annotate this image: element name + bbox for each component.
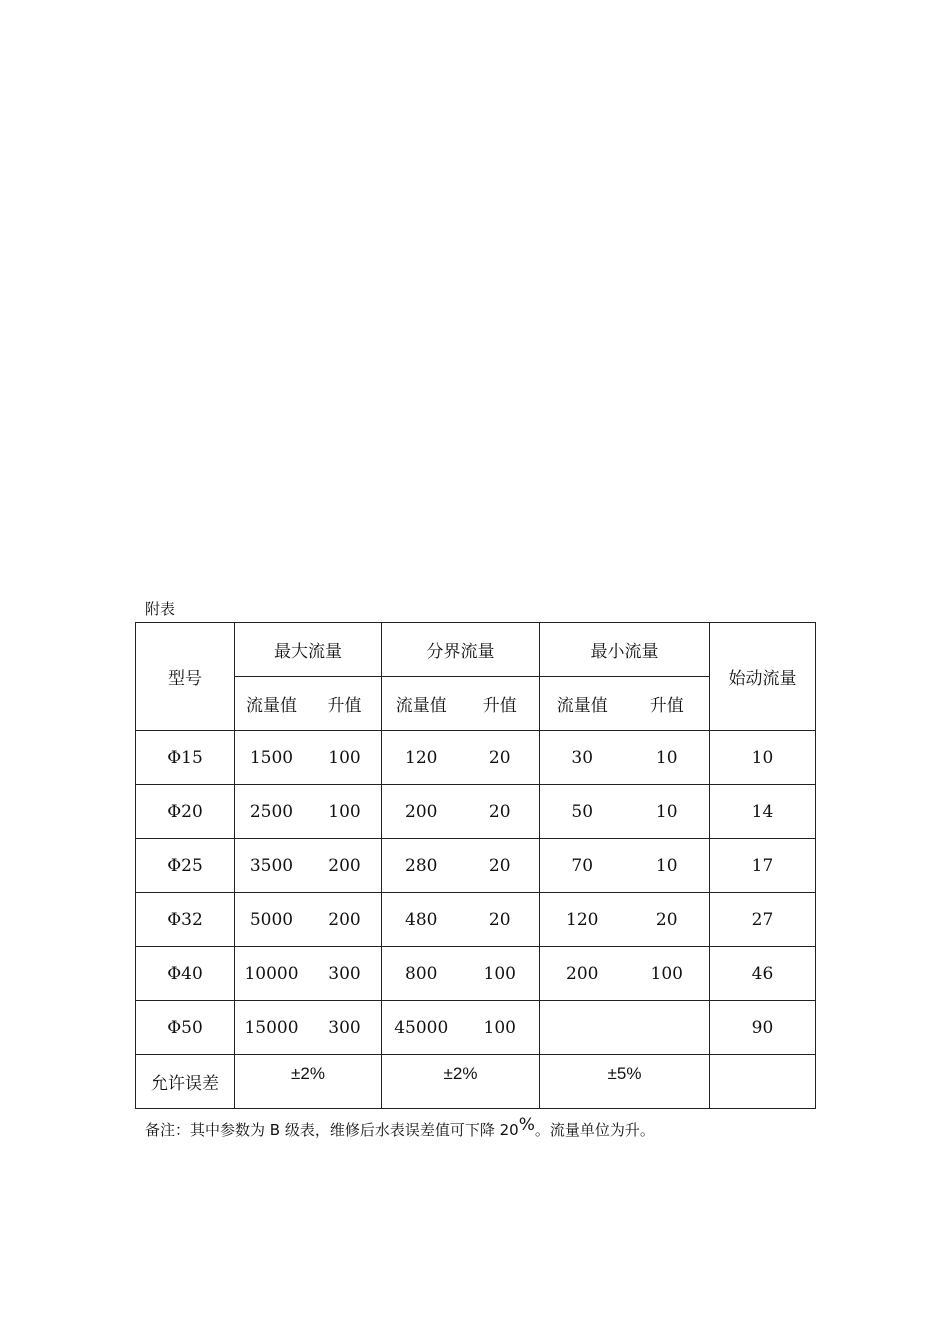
table-row xyxy=(136,731,816,785)
cell-min-flow xyxy=(540,731,710,785)
cell-min-flow xyxy=(540,839,710,893)
cell-model: Φ32 xyxy=(136,893,235,947)
cell-value: 3500 xyxy=(249,855,294,876)
cell-max-flow xyxy=(235,731,382,785)
cell-model: Φ15 xyxy=(136,731,235,785)
subheader-value: 流量值 xyxy=(395,696,447,716)
cell-value: 50 xyxy=(571,801,594,822)
cell-boundary-flow xyxy=(382,947,540,1001)
cell-boundary-flow xyxy=(382,839,540,893)
subheader-value: 流量值 xyxy=(246,696,297,716)
cell-boundary-flow xyxy=(382,785,540,839)
cell-value: 45000 xyxy=(394,1017,449,1038)
cell-start-flow: 14 xyxy=(710,785,816,839)
subheader-liter: 升值 xyxy=(482,696,517,716)
cell-liter: 300 xyxy=(328,963,361,984)
header-boundary-flow: 分界流量 xyxy=(382,623,540,677)
cell-value: 70 xyxy=(571,855,594,876)
cell-max-flow xyxy=(235,893,382,947)
cell-liter: 200 xyxy=(328,909,361,930)
cell-value: 30 xyxy=(571,747,594,768)
cell-model: Φ20 xyxy=(136,785,235,839)
cell-start-flow: 10 xyxy=(710,731,816,785)
cell-start-flow: 27 xyxy=(710,893,816,947)
cell-max-flow xyxy=(235,839,382,893)
footnote xyxy=(145,1115,655,1142)
header-start-flow: 始动流量 xyxy=(710,623,816,731)
table-row xyxy=(136,1001,816,1055)
cell-model: Φ50 xyxy=(136,1001,235,1055)
cell-value: 1500 xyxy=(249,747,294,768)
cell-start-flow: 17 xyxy=(710,839,816,893)
cell-liter: 20 xyxy=(488,801,511,822)
cell-min-flow xyxy=(540,785,710,839)
subheader-value: 流量值 xyxy=(556,696,608,716)
cell-liter: 100 xyxy=(328,801,361,822)
footnote-text-end: 。流量单位为升。 xyxy=(534,1121,655,1139)
subheader-max xyxy=(235,677,382,731)
footnote-percent: % xyxy=(518,1115,535,1135)
cell-value: 200 xyxy=(566,963,599,984)
cell-boundary-flow xyxy=(382,1001,540,1055)
cell-liter: 10 xyxy=(655,801,678,822)
cell-value: 5000 xyxy=(249,909,294,930)
table-row xyxy=(136,947,816,1001)
cell-model: Φ40 xyxy=(136,947,235,1001)
cell-value: 10000 xyxy=(244,963,299,984)
table-row xyxy=(136,785,816,839)
cell-value: 120 xyxy=(566,909,599,930)
cell-liter: 20 xyxy=(488,747,511,768)
subheader-liter: 升值 xyxy=(649,696,684,716)
cell-model: Φ25 xyxy=(136,839,235,893)
cell-boundary-flow xyxy=(382,893,540,947)
cell-start-flow: 90 xyxy=(710,1001,816,1055)
cell-liter: 100 xyxy=(328,747,361,768)
cell-liter: 20 xyxy=(488,855,511,876)
table-body xyxy=(136,623,816,1109)
subheader-liter: 升值 xyxy=(327,696,362,716)
cell-boundary-flow xyxy=(382,731,540,785)
cell-value: 15000 xyxy=(244,1017,299,1038)
cell-start-flow: 46 xyxy=(710,947,816,1001)
cell-min-flow xyxy=(540,1001,710,1055)
cell-liter: 10 xyxy=(655,747,678,768)
cell-max-flow xyxy=(235,1001,382,1055)
cell-min-flow xyxy=(540,893,710,947)
cell-value: 2500 xyxy=(249,801,294,822)
cell-liter: 100 xyxy=(483,963,516,984)
tolerance-max: ±2% xyxy=(291,1063,325,1083)
subheader-min xyxy=(540,677,710,731)
tolerance-row xyxy=(136,1055,816,1109)
subheader-boundary xyxy=(382,677,540,731)
header-max-flow: 最大流量 xyxy=(235,623,382,677)
tolerance-boundary-cell xyxy=(382,1055,540,1109)
cell-liter: 300 xyxy=(328,1017,361,1038)
cell-value: 200 xyxy=(405,801,438,822)
header-min-flow: 最小流量 xyxy=(540,623,710,677)
footnote-text: 备注：其中参数为 B 级表，维修后水表误差值可下降 20 xyxy=(145,1121,519,1139)
cell-min-flow xyxy=(540,947,710,1001)
flow-spec-table xyxy=(135,622,816,1109)
cell-value: 480 xyxy=(405,909,438,930)
tolerance-start xyxy=(710,1055,816,1109)
header-model: 型号 xyxy=(136,623,235,731)
cell-max-flow xyxy=(235,947,382,1001)
tolerance-boundary: ±2% xyxy=(443,1063,478,1083)
cell-liter: 20 xyxy=(655,909,678,930)
cell-value: 280 xyxy=(405,855,438,876)
table-row xyxy=(136,893,816,947)
table-row xyxy=(136,839,816,893)
cell-liter: 20 xyxy=(488,909,511,930)
tolerance-label: 允许误差 xyxy=(136,1055,235,1109)
cell-value: 800 xyxy=(405,963,438,984)
tolerance-max-cell xyxy=(235,1055,382,1109)
table-caption: 附表 xyxy=(145,600,176,618)
cell-max-flow xyxy=(235,785,382,839)
cell-liter: 10 xyxy=(655,855,678,876)
cell-liter: 200 xyxy=(328,855,361,876)
cell-value: 120 xyxy=(405,747,438,768)
cell-liter: 100 xyxy=(483,1017,516,1038)
cell-liter: 100 xyxy=(650,963,683,984)
tolerance-min-cell xyxy=(540,1055,710,1109)
tolerance-min: ±5% xyxy=(607,1063,642,1083)
header-row xyxy=(136,623,816,677)
